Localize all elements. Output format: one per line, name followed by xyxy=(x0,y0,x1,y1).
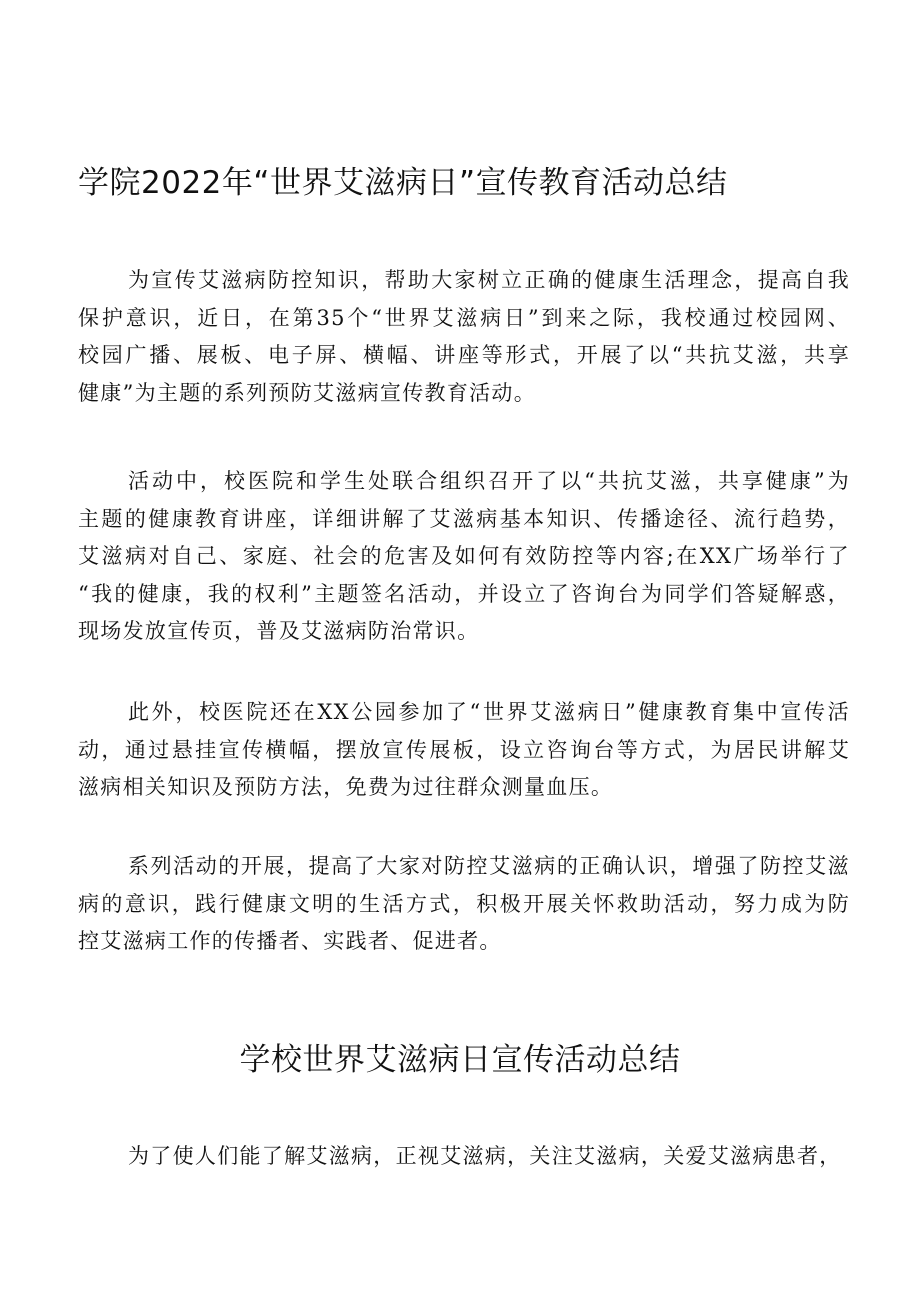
paragraph-line: 病的意识，践行健康文明的生活方式，积极开展关怀救助活动，努力成为防 xyxy=(78,891,850,916)
paragraph-line: 健康”为主题的系列预防艾滋病宣传教育活动。 xyxy=(78,380,537,405)
second-document-title: 学校世界艾滋病日宣传活动总结 xyxy=(239,1042,681,1078)
paragraph-line: 校园广播、展板、电子屏、横幅、讲座等形式，开展了以“共抗艾滋，共享 xyxy=(78,343,850,367)
paragraph-line: 滋病相关知识及预防方法，免费为过往群众测量血压。 xyxy=(78,775,614,799)
paragraph-line: 控艾滋病工作的传播者、实践者、促进者。 xyxy=(78,929,502,953)
paragraph-3 xyxy=(78,694,850,807)
paragraph-line: 动，通过悬挂宣传横幅，摆放宣传展板，设立咨询台等方式，为居民讲解艾 xyxy=(78,737,850,762)
paragraph-5 xyxy=(78,1138,850,1176)
paragraph-line: 为了使人们能了解艾滋病，正视艾滋病，关注艾滋病，关爱艾滋病患者， xyxy=(128,1144,842,1168)
paragraph-1 xyxy=(78,262,850,412)
paragraph-line: 保护意识，近日，在第35个“世界艾滋病日”到来之际，我校通过校园网、 xyxy=(78,305,850,330)
paragraph-line: “我的健康，我的权利”主题签名活动，并设立了咨询台为同学们答疑解惑， xyxy=(78,581,850,606)
paragraph-4 xyxy=(78,848,850,961)
paragraph-line: 艾滋病对自己、家庭、社会的危害及如何有效防控等内容;在XX广场举行了 xyxy=(78,544,850,568)
paragraph-line: 主题的健康教育讲座，详细讲解了艾滋病基本知识、传播途径、流行趋势， xyxy=(78,506,850,531)
paragraph-line: 系列活动的开展，提高了大家对防控艾滋病的正确认识，增强了防控艾滋 xyxy=(128,854,850,878)
paragraph-line: 活动中，校医院和学生处联合组织召开了以“共抗艾滋，共享健康”为 xyxy=(128,469,850,493)
paragraph-2 xyxy=(78,463,850,651)
paragraph-line: 现场发放宣传页，普及艾滋病防治常识。 xyxy=(78,619,480,643)
document-title: 学院2022年“世界艾滋病日”宣传教育活动总结 xyxy=(78,165,728,201)
paragraph-line: 为宣传艾滋病防控知识，帮助大家树立正确的健康生活理念，提高自我 xyxy=(128,268,850,292)
paragraph-line: 此外，校医院还在XX公园参加了“世界艾滋病日”健康教育集中宣传活 xyxy=(128,700,850,724)
